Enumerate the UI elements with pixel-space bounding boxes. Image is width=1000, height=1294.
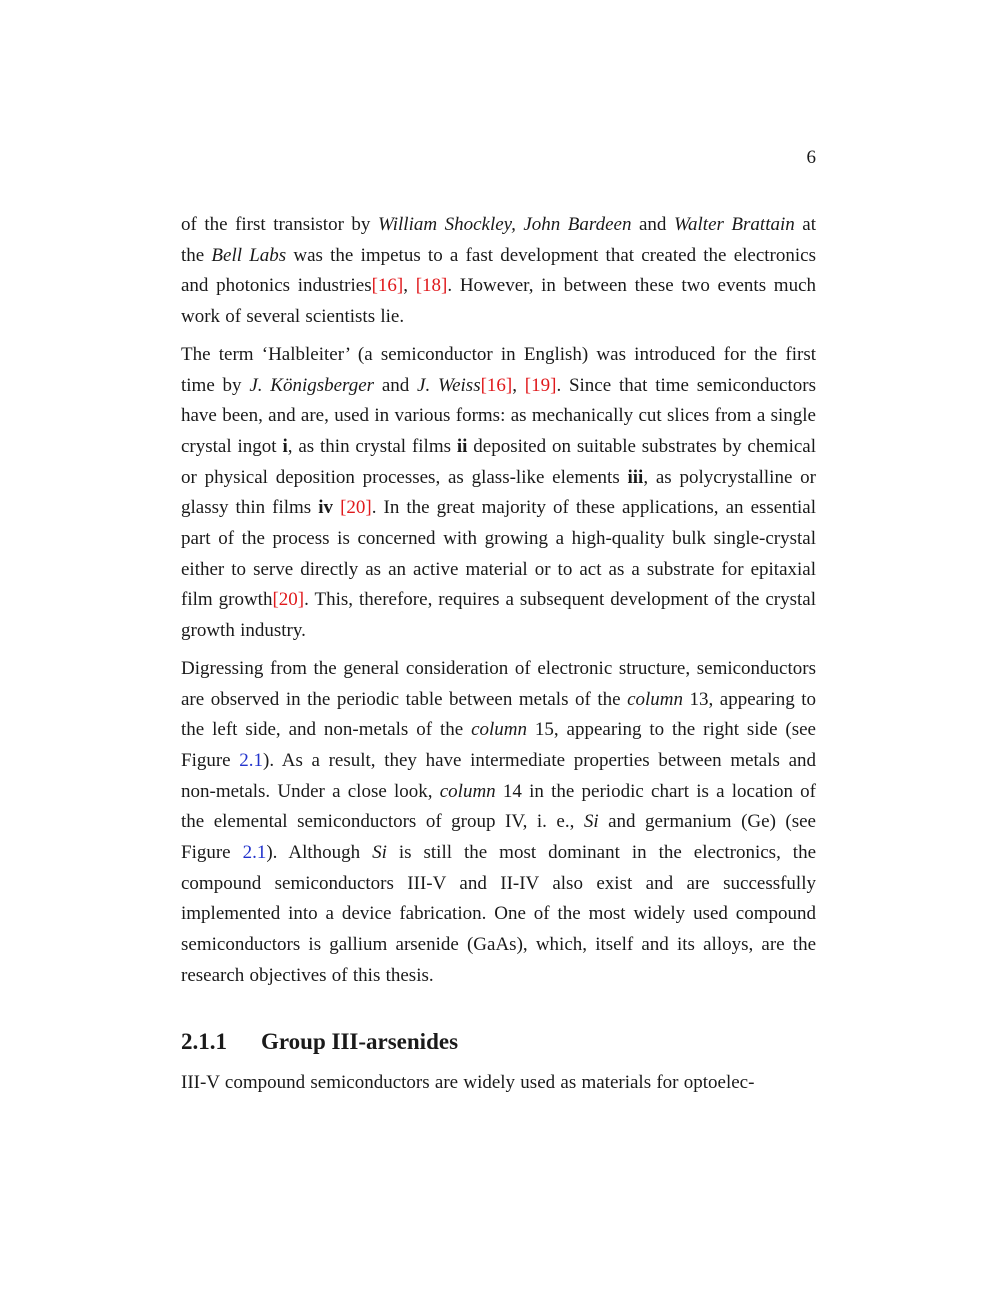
emphasis: column xyxy=(471,719,527,741)
paragraph-periodic-table xyxy=(181,654,816,992)
citation-link[interactable]: [20] xyxy=(340,497,372,519)
figure-link[interactable]: 2.1 xyxy=(239,749,264,771)
emphasis: column xyxy=(627,688,683,710)
paragraph-transistor-history xyxy=(181,210,816,333)
text: deposited on suitable substrates by chemical or physical deposition processes, as glass-like elements xyxy=(181,435,817,488)
text: , as polycrystalline or glassy thin films xyxy=(181,466,816,519)
form-label-iii: iii xyxy=(627,466,644,488)
text: The term ‘Halbleiter’ (a semiconductor in English) was introduced for the first time by xyxy=(181,343,816,396)
page-body xyxy=(181,210,816,1105)
text: , as thin crystal films xyxy=(287,435,457,457)
paragraph-halbleiter xyxy=(181,340,816,647)
text: . This, therefore, requires a subsequent development of the crystal growth industry. xyxy=(181,589,816,642)
name-brattain: Walter Brattain xyxy=(673,214,795,235)
text: at the xyxy=(181,214,816,266)
form-label-i: i xyxy=(282,435,288,457)
text: is still the most dominant in the electronics, the compound semiconductors III-V and II-IV also exist and are successfully implemented into a device fabrication. One of the most widely used compound semiconductors is gallium arsenide (GaAs), which, itself and its alloys, are the research objectives of this thesis. xyxy=(181,842,817,986)
text: and xyxy=(631,214,674,235)
text: of the first transistor by xyxy=(181,214,378,235)
text: III-V compound semiconductors are widely used as materials for optoelec- xyxy=(181,1071,755,1093)
text: 13, appearing to the left side, and non-metals of the xyxy=(181,688,816,741)
text: . However, in between these two events much work of several scientists lie. xyxy=(181,275,817,328)
section-number: 2.1.1 xyxy=(181,1028,227,1054)
text: 15, appearing to the right side (see Figure xyxy=(181,719,816,771)
citation-link[interactable]: [16] xyxy=(371,275,404,297)
form-label-ii: ii xyxy=(456,435,468,457)
text: ). Although xyxy=(266,842,373,864)
name-konigsberger: J. Königsberger xyxy=(249,374,375,396)
names-shockley-bardeen: William Shockley, John Bardeen xyxy=(377,214,632,235)
citation-link[interactable]: [18] xyxy=(415,275,448,297)
text: , xyxy=(512,374,525,396)
text: and xyxy=(374,374,418,396)
text: ). As a result, they have intermediate properties between metals and non-metals. Under a close look, xyxy=(181,749,817,802)
section-heading xyxy=(181,1026,816,1058)
text: Digressing from the general consideration of electronic structure, semiconductors are observed in the periodic table between metals of the xyxy=(181,657,816,710)
form-label-iv: iv xyxy=(318,497,334,519)
text: was the impetus to a fast development that created the electronics and photonics industries xyxy=(181,244,816,297)
text: . In the great majority of these applications, an essential part of the process is concerned with growing a high-quality bulk single-crystal either to serve directly as an active material or to act as a substrate for epitaxial film growth xyxy=(181,497,816,611)
text: 14 in the periodic chart is a location of the elemental semiconductors of group IV, i. e., xyxy=(181,780,816,833)
text: and germanium (Ge) (see Figure xyxy=(181,811,816,864)
citation-link[interactable]: [16] xyxy=(480,374,513,396)
citation-link[interactable]: [19] xyxy=(524,374,557,396)
page-number: 6 xyxy=(806,147,816,168)
name-weiss: J. Weiss xyxy=(417,374,481,396)
text: . Since that time semiconductors have been, and are, used in various forms: as mechanically cut slices from a single crystal ingot xyxy=(181,374,816,457)
citation-link[interactable]: [20] xyxy=(272,589,305,611)
text: , xyxy=(403,275,416,297)
text xyxy=(333,497,340,518)
emphasis: Si xyxy=(372,842,387,864)
emphasis: column xyxy=(439,780,496,802)
section-title: Group III-arsenides xyxy=(261,1028,459,1054)
emphasis: Si xyxy=(583,811,599,833)
figure-link[interactable]: 2.1 xyxy=(242,842,267,864)
name-bell-labs: Bell Labs xyxy=(211,244,287,266)
paragraph-iii-v xyxy=(181,1068,816,1099)
